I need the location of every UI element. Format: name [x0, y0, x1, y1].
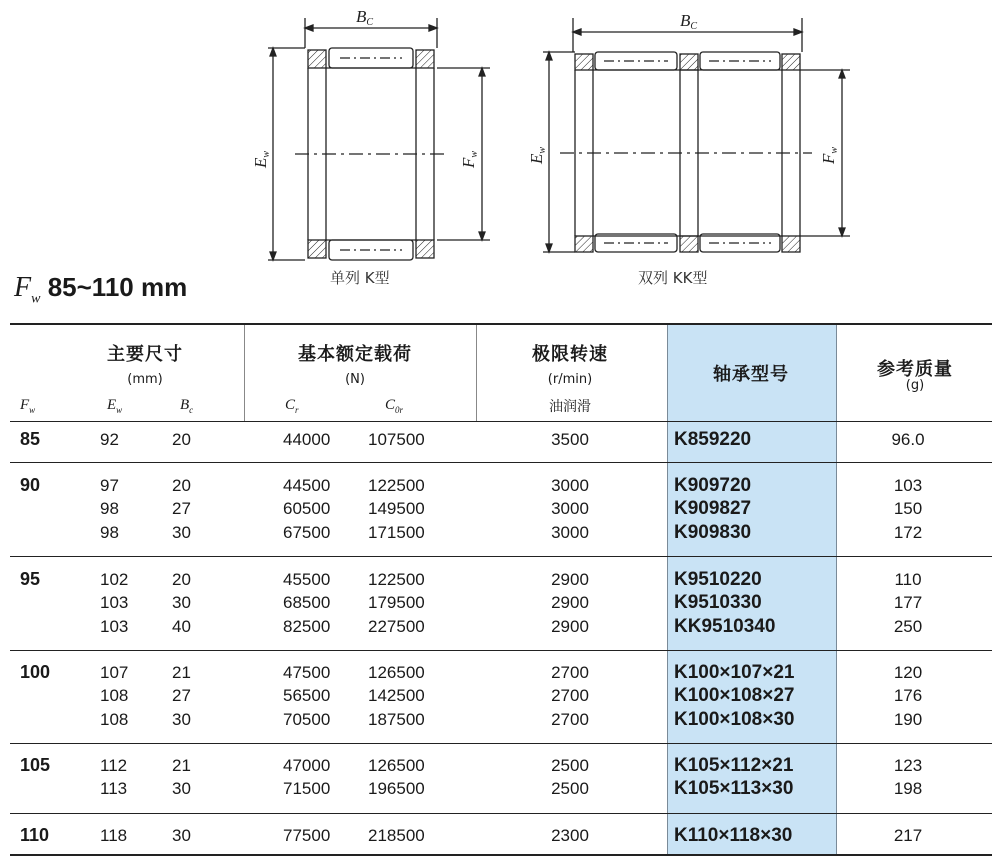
ew-cell: 97 [100, 476, 119, 495]
header-dims-unit: (mm) [127, 372, 163, 387]
mass-cell: 123 [893, 756, 923, 775]
fw-value: 85 [20, 429, 41, 449]
cr-cell: 71500 [283, 779, 331, 798]
mass-cell: 96.0 [891, 430, 925, 449]
ew-cell: 92 [100, 430, 119, 449]
double-row-caption: 双列 KK型 [638, 269, 708, 287]
c0r-cell: 126500 [368, 756, 425, 775]
c0r-cell: 142500 [368, 686, 425, 705]
model-cell: K100×107×21 [674, 662, 795, 683]
bc-cell: 30 [172, 779, 191, 798]
speed-cell: 2700 [551, 710, 589, 729]
bc-cell: 30 [172, 710, 191, 729]
fw-value: 95 [20, 569, 41, 589]
c0r-cell: 149500 [368, 499, 425, 518]
bc-cell: 30 [172, 523, 191, 542]
sym-bc: $B_c$ [180, 397, 194, 415]
ew-cell: 112 [100, 756, 128, 775]
ew-cell: 98 [100, 499, 119, 518]
mass-cell: 217 [893, 826, 923, 845]
mass-cell: 110 [894, 570, 922, 589]
cr-cell: 82500 [283, 617, 331, 636]
single-fw-label: Fw [459, 150, 480, 168]
c0r-cell: 187500 [368, 710, 425, 729]
model-cell: KK9510340 [674, 616, 776, 637]
model-cell: K859220 [674, 429, 752, 450]
double-fw-label: Fw [819, 146, 840, 164]
speed-cell: 2500 [551, 756, 589, 775]
double-row-bearing-drawing [543, 18, 850, 252]
model-cell: K909830 [674, 522, 752, 543]
model-cell: K909827 [674, 498, 752, 519]
c0r-cell: 126500 [368, 663, 425, 682]
ew-cell: 98 [100, 523, 119, 542]
mass-cell: 103 [893, 476, 923, 495]
cr-cell: 47500 [283, 663, 331, 682]
speed-cell: 2700 [551, 686, 589, 705]
bc-cell: 21 [172, 663, 191, 682]
model-cell: K9510220 [674, 569, 762, 590]
header-dims: 主要尺寸 [107, 344, 183, 365]
header-mass: 参考质量 [877, 359, 953, 380]
fw-value: 100 [20, 662, 51, 682]
ew-cell: 108 [100, 710, 129, 729]
fw-value: 110 [20, 825, 50, 845]
c0r-cell: 122500 [368, 570, 425, 589]
fw-value: 105 [20, 755, 51, 775]
sym-cr: $C_r$ [285, 397, 299, 415]
model-cell: K105×112×21 [674, 755, 794, 776]
mass-cell: 177 [893, 593, 923, 612]
c0r-cell: 179500 [368, 593, 425, 612]
bc-cell: 30 [172, 826, 191, 845]
mass-cell: 176 [893, 686, 923, 705]
speed-cell: 3000 [551, 499, 589, 518]
cr-cell: 68500 [283, 593, 331, 612]
header-speed-lubrication: 油润滑 [549, 399, 591, 415]
double-ew-label: Ew [527, 146, 548, 164]
ew-cell: 103 [100, 593, 129, 612]
mass-cell: 150 [893, 499, 923, 518]
bearing-diagram [230, 0, 850, 300]
group-divider [10, 462, 992, 463]
ew-cell: 107 [100, 663, 129, 682]
mass-cell: 250 [893, 617, 923, 636]
cr-cell: 67500 [283, 523, 331, 542]
ew-cell: 108 [100, 686, 129, 705]
c0r-cell: 171500 [368, 523, 425, 542]
header-mass-unit: (g) [905, 378, 925, 393]
model-cell: K9510330 [674, 592, 762, 613]
model-cell: K100×108×27 [674, 685, 795, 706]
c0r-cell: 122500 [368, 476, 425, 495]
bc-cell: 27 [172, 499, 191, 518]
group-divider [10, 743, 992, 744]
fw-value: 90 [20, 475, 41, 495]
model-cell: K100×108×30 [674, 709, 795, 730]
mass-cell: 198 [893, 779, 923, 798]
model-cell: K110×118×30 [674, 825, 793, 846]
header-model: 轴承型号 [713, 364, 789, 385]
c0r-cell: 107500 [368, 430, 425, 449]
speed-cell: 3000 [551, 476, 589, 495]
header-separator [244, 325, 245, 421]
speed-cell: 2700 [551, 663, 589, 682]
cr-cell: 70500 [283, 710, 331, 729]
sym-c0r: $C_{0r}$ [385, 397, 404, 415]
cr-cell: 44000 [283, 430, 331, 449]
group-divider [10, 650, 992, 651]
cr-cell: 77500 [283, 826, 331, 845]
header-speed-unit: (r/min) [547, 372, 593, 387]
page-title: $F_w$ 85~110 mm [14, 272, 188, 307]
bc-cell: 20 [172, 570, 191, 589]
speed-cell: 2900 [551, 593, 589, 612]
cr-cell: 44500 [283, 476, 331, 495]
title-range: 85~110 mm [47, 272, 188, 302]
bc-cell: 21 [172, 756, 191, 775]
cr-cell: 60500 [283, 499, 331, 518]
speed-cell: 3000 [551, 523, 589, 542]
group-divider [10, 813, 992, 814]
sym-ew: $E_w$ [107, 397, 123, 415]
speed-cell: 2900 [551, 617, 589, 636]
mass-cell: 190 [893, 710, 923, 729]
cr-cell: 47000 [283, 756, 331, 775]
c0r-cell: 218500 [368, 826, 425, 845]
c0r-cell: 227500 [368, 617, 425, 636]
bc-cell: 20 [172, 430, 191, 449]
mass-cell: 172 [893, 523, 923, 542]
ew-cell: 118 [100, 826, 128, 845]
single-ew-label: Ew [251, 150, 272, 168]
bc-cell: 30 [172, 593, 191, 612]
speed-cell: 3500 [551, 430, 589, 449]
speed-cell: 2900 [551, 570, 589, 589]
header-bottom-rule [10, 421, 992, 422]
header-load-unit: (N) [345, 372, 365, 387]
ew-cell: 103 [100, 617, 129, 636]
double-bc-label: BC [680, 11, 698, 32]
cr-cell: 56500 [283, 686, 331, 705]
bc-cell: 27 [172, 686, 191, 705]
table-top-rule [10, 323, 992, 325]
header-separator [476, 325, 477, 421]
speed-cell: 2300 [551, 826, 589, 845]
bc-cell: 40 [172, 617, 191, 636]
speed-cell: 2500 [551, 779, 589, 798]
cr-cell: 45500 [283, 570, 331, 589]
ew-cell: 102 [100, 570, 129, 589]
single-row-caption: 单列 K型 [330, 269, 390, 287]
model-cell: K105×113×30 [674, 778, 794, 799]
sym-fw: $F_w$ [20, 397, 36, 415]
header-load: 基本额定载荷 [298, 344, 412, 365]
ew-cell: 113 [100, 779, 128, 798]
single-bc-label: BC [356, 7, 374, 28]
table-bottom-rule [10, 854, 992, 856]
single-row-bearing-drawing [268, 18, 490, 260]
mass-cell: 120 [893, 663, 923, 682]
header-speed: 极限转速 [532, 344, 608, 365]
bc-cell: 20 [172, 476, 191, 495]
c0r-cell: 196500 [368, 779, 425, 798]
model-cell: K909720 [674, 475, 752, 496]
group-divider [10, 556, 992, 557]
